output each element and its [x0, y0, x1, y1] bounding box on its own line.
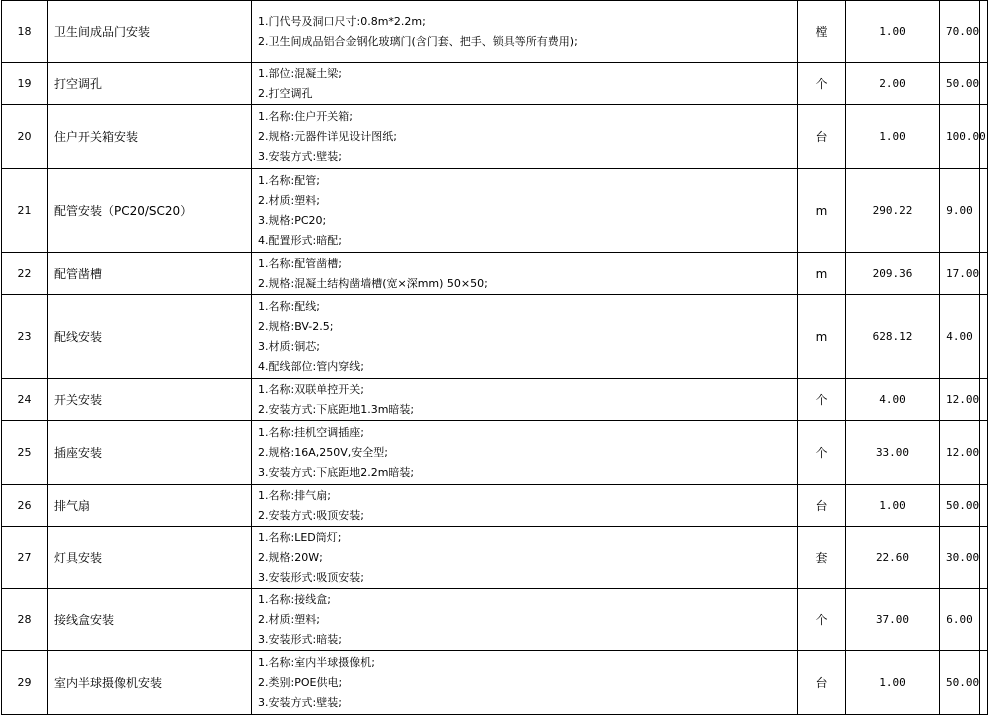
quantity-cell: 37.00	[846, 589, 940, 651]
unit-price-cell: 17.00	[940, 253, 980, 295]
unit-cell: 个	[798, 421, 846, 485]
item-number-cell: 26	[2, 485, 48, 527]
item-number-cell: 20	[2, 105, 48, 169]
unit-price-cell: 50.00	[940, 485, 980, 527]
extra-cell	[980, 253, 988, 295]
table-row	[2, 253, 988, 295]
table-row	[2, 485, 988, 527]
unit-price-cell: 9.00	[940, 169, 980, 253]
description-line: 1.名称:配线;	[258, 299, 320, 313]
table-row	[2, 421, 988, 485]
item-number-cell: 22	[2, 253, 48, 295]
unit-price-cell: 4.00	[940, 295, 980, 379]
description-line: 2.安装方式:下底距地1.3m暗装;	[258, 402, 415, 416]
unit-price-cell: 70.00	[940, 1, 980, 63]
extra-cell	[980, 651, 988, 715]
description-line: 2.规格:元器件详见设计图纸;	[258, 129, 397, 143]
extra-cell	[980, 295, 988, 379]
item-name-cell: 住户开关箱安装	[48, 105, 252, 169]
extra-cell	[980, 589, 988, 651]
unit-cell: m	[798, 295, 846, 379]
item-description-cell	[252, 169, 798, 253]
description-line: 1.名称:挂机空调插座;	[258, 425, 364, 439]
bill-of-quantities-table	[1, 0, 988, 715]
extra-cell	[980, 527, 988, 589]
description-line: 1.名称:接线盒;	[258, 592, 331, 606]
item-name-cell: 灯具安装	[48, 527, 252, 589]
extra-cell	[980, 169, 988, 253]
item-description-cell	[252, 295, 798, 379]
extra-cell	[980, 1, 988, 63]
item-description-cell	[252, 63, 798, 105]
description-line: 1.名称:双联单控开关;	[258, 382, 364, 396]
unit-price-cell: 12.00	[940, 421, 980, 485]
item-name-cell: 配管凿槽	[48, 253, 252, 295]
description-line: 3.安装方式:下底距地2.2m暗装;	[258, 465, 415, 479]
item-number-cell: 25	[2, 421, 48, 485]
item-description-cell	[252, 253, 798, 295]
description-line: 4.配线部位:管内穿线;	[258, 359, 364, 373]
item-name-cell: 配管安装（PC20/SC20）	[48, 169, 252, 253]
description-line: 3.安装方式:壁装;	[258, 695, 342, 709]
item-number-cell: 27	[2, 527, 48, 589]
description-line: 1.部位:混凝土梁;	[258, 66, 342, 80]
quantity-cell: 290.22	[846, 169, 940, 253]
description-line: 1.名称:配管;	[258, 173, 320, 187]
item-number-cell: 23	[2, 295, 48, 379]
quantity-cell: 1.00	[846, 485, 940, 527]
table-row	[2, 295, 988, 379]
quantity-cell: 1.00	[846, 1, 940, 63]
table-row	[2, 527, 988, 589]
item-description-cell	[252, 651, 798, 715]
description-line: 2.打空调孔	[258, 86, 313, 100]
quantity-cell: 1.00	[846, 651, 940, 715]
extra-cell	[980, 379, 988, 421]
item-description-cell	[252, 485, 798, 527]
description-line: 2.卫生间成品铝合金钢化玻璃门(含门套、把手、锁具等所有费用);	[258, 34, 578, 48]
item-description-cell	[252, 379, 798, 421]
description-line: 3.安装形式:暗装;	[258, 632, 342, 646]
unit-cell: 樘	[798, 1, 846, 63]
table-row	[2, 63, 988, 105]
description-line: 2.规格:16A,250V,安全型;	[258, 445, 388, 459]
item-name-cell: 开关安装	[48, 379, 252, 421]
quantity-cell: 1.00	[846, 105, 940, 169]
quantity-cell: 4.00	[846, 379, 940, 421]
unit-price-cell: 12.00	[940, 379, 980, 421]
description-line: 2.类别:POE供电;	[258, 675, 343, 689]
table-row	[2, 169, 988, 253]
extra-cell	[980, 421, 988, 485]
description-line: 2.材质:塑料;	[258, 612, 320, 626]
unit-price-cell: 6.00	[940, 589, 980, 651]
quantity-cell: 628.12	[846, 295, 940, 379]
description-line: 2.规格:BV-2.5;	[258, 319, 334, 333]
extra-cell	[980, 485, 988, 527]
table-row	[2, 1, 988, 63]
quantity-cell: 33.00	[846, 421, 940, 485]
unit-cell: 台	[798, 105, 846, 169]
description-line: 1.名称:排气扇;	[258, 488, 331, 502]
unit-cell: m	[798, 253, 846, 295]
description-line: 3.安装方式:壁装;	[258, 149, 342, 163]
table-row	[2, 651, 988, 715]
item-name-cell: 配线安装	[48, 295, 252, 379]
unit-price-cell: 100.00	[940, 105, 980, 169]
unit-cell: 个	[798, 589, 846, 651]
description-line: 2.规格:混凝土结构凿墙槽(宽×深mm) 50×50;	[258, 276, 488, 290]
unit-cell: 个	[798, 63, 846, 105]
description-line: 2.材质:塑料;	[258, 193, 320, 207]
description-line: 1.名称:LED筒灯;	[258, 530, 342, 544]
unit-price-cell: 30.00	[940, 527, 980, 589]
quantity-cell: 22.60	[846, 527, 940, 589]
unit-cell: 台	[798, 651, 846, 715]
description-line: 3.安装形式:吸顶安装;	[258, 570, 364, 584]
table-row	[2, 379, 988, 421]
item-name-cell: 排气扇	[48, 485, 252, 527]
description-line: 1.门代号及洞口尺寸:0.8m*2.2m;	[258, 14, 426, 28]
table-row	[2, 589, 988, 651]
item-description-cell	[252, 105, 798, 169]
item-description-cell	[252, 421, 798, 485]
item-description-cell	[252, 589, 798, 651]
item-name-cell: 插座安装	[48, 421, 252, 485]
item-number-cell: 24	[2, 379, 48, 421]
unit-cell: 台	[798, 485, 846, 527]
unit-cell: m	[798, 169, 846, 253]
quantity-cell: 2.00	[846, 63, 940, 105]
item-number-cell: 19	[2, 63, 48, 105]
item-number-cell: 29	[2, 651, 48, 715]
item-name-cell: 打空调孔	[48, 63, 252, 105]
description-line: 3.材质:铜芯;	[258, 339, 320, 353]
description-line: 1.名称:住户开关箱;	[258, 109, 353, 123]
item-name-cell: 卫生间成品门安装	[48, 1, 252, 63]
description-line: 2.安装方式:吸顶安装;	[258, 508, 364, 522]
table-row	[2, 105, 988, 169]
item-number-cell: 21	[2, 169, 48, 253]
description-line: 4.配置形式:暗配;	[258, 233, 342, 247]
extra-cell	[980, 63, 988, 105]
unit-cell: 个	[798, 379, 846, 421]
description-line: 1.名称:室内半球摄像机;	[258, 655, 375, 669]
item-description-cell	[252, 527, 798, 589]
description-line: 2.规格:20W;	[258, 550, 323, 564]
description-line: 3.规格:PC20;	[258, 213, 327, 227]
unit-cell: 套	[798, 527, 846, 589]
item-number-cell: 18	[2, 1, 48, 63]
description-line: 1.名称:配管凿槽;	[258, 256, 342, 270]
table-body	[2, 1, 988, 715]
item-name-cell: 接线盒安装	[48, 589, 252, 651]
quantity-cell: 209.36	[846, 253, 940, 295]
item-description-cell	[252, 1, 798, 63]
item-name-cell: 室内半球摄像机安装	[48, 651, 252, 715]
unit-price-cell: 50.00	[940, 651, 980, 715]
unit-price-cell: 50.00	[940, 63, 980, 105]
item-number-cell: 28	[2, 589, 48, 651]
